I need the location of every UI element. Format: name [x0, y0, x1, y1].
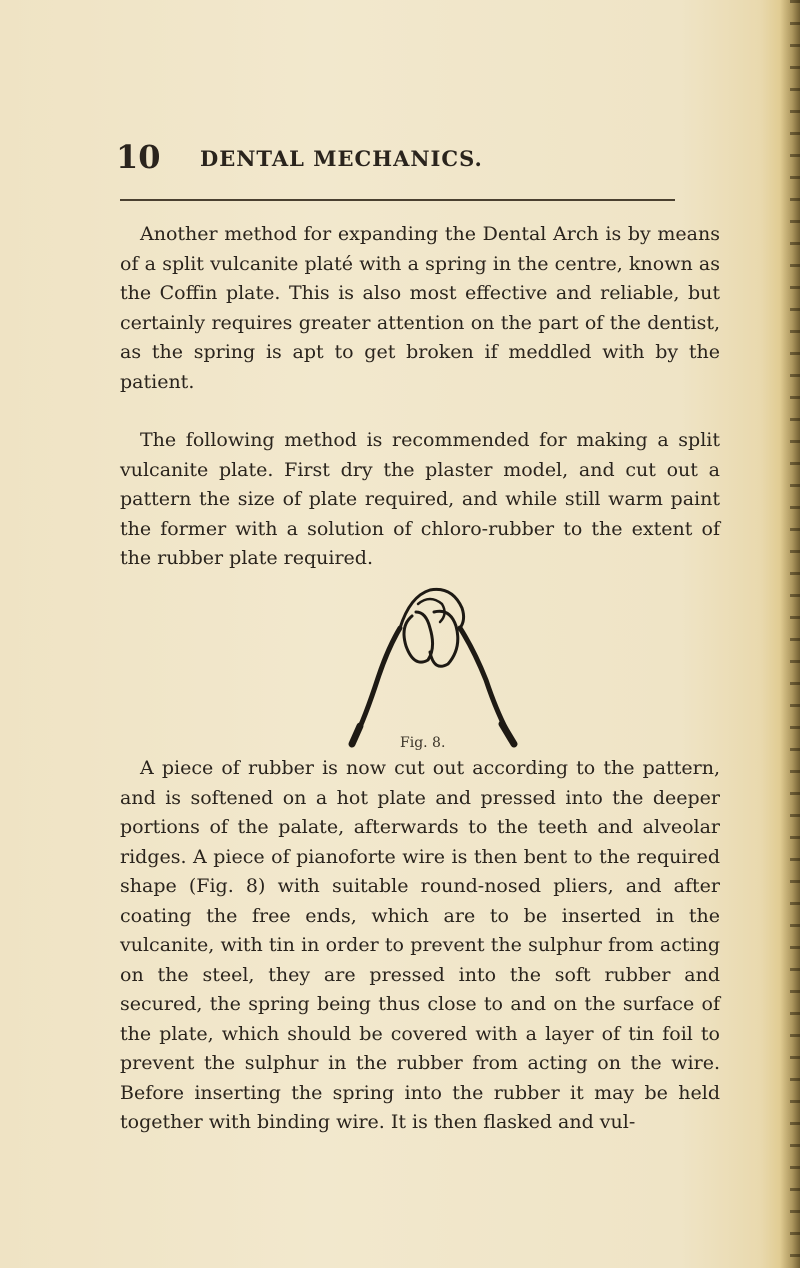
- spring-left-loop: [404, 612, 433, 662]
- spring-wire-figure: [330, 568, 530, 758]
- paragraph-3: A piece of rubber is now cut out according to the pattern, and is softened on a hot plate and pressed into the deeper portions of the palate, afterwards to the teeth and alveolar ridges. A piece of pianoforte wire is then bent to the required shape (Fig. 8) with suitable round-nosed pliers, and after coating the free ends, which are to be inserted in the vulcanite, with tin in order to prevent the sulphur from acting on the steel, they are pressed into the soft rubber and secured, the spring being thus close to and on the surface of the plate, which should be covered with a layer of tin foil to prevent the sulphur in the rubber from acting on the wire. Before inserting the spring into the rubber it may be held together with binding wire. It is then flasked and vul-: [120, 757, 720, 1133]
- spring-left-end: [352, 726, 360, 744]
- paragraph-1: Another method for expanding the Dental Arch is by means of a split vulcanite platé with a spring in the centre, known as the Coffin plate. This is also most effective and reliable, but certainly requires greater attention on the part of the dentist, as the spring is apt to get broken if meddled with by the patient.: [120, 223, 720, 393]
- page-number: 10: [116, 138, 161, 176]
- paragraph-2: The following method is recommended for making a split vulcanite plate. First dry the plaster model, and cut out a pattern the size of plate required, and while still warm paint the former with a solution of chloro-rubber to the extent of the rubber plate required.: [120, 429, 720, 569]
- spring-right-end: [502, 724, 514, 744]
- figure-caption: Fig. 8.: [400, 735, 446, 751]
- running-title: DENTAL MECHANICS.: [200, 146, 483, 171]
- spring-right-loop: [430, 611, 458, 666]
- header-rule: [120, 199, 675, 201]
- page-edge-texture: [790, 0, 800, 1268]
